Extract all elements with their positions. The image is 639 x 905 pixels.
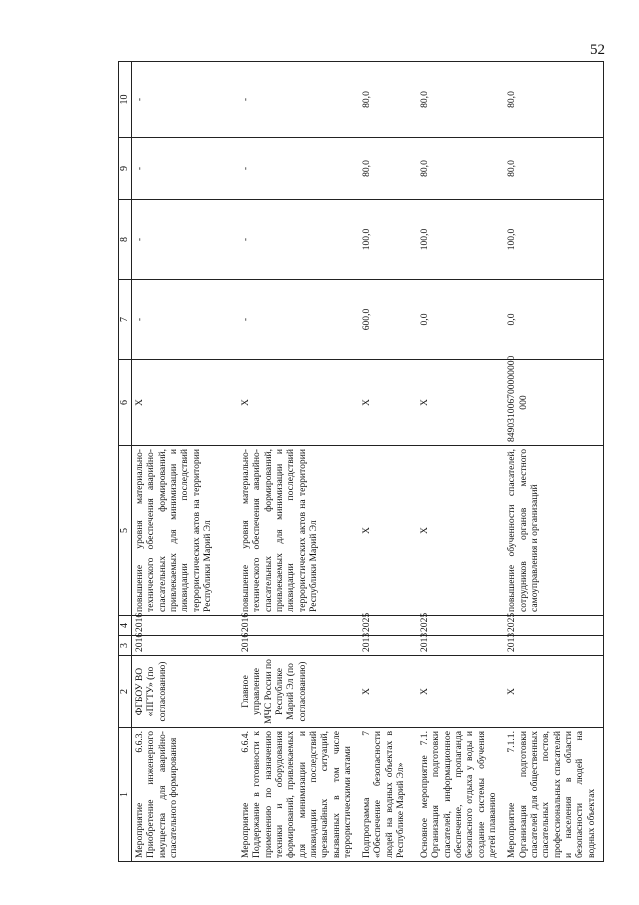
measure-name: Мероприятие 6.6.4. Поддержание в готовности к применению по назначению техники и оборудования формирований, привлекаемых для минимизации и ликвидации последствий чрезвычайных ситуаций, вызванных в том числе террористическими актами [238,728,359,862]
value-col-8: 100,0 [359,200,417,280]
program-table [118,61,604,862]
responsible-executor: Главное управление МЧС России по Республике Марий Эл (по согласованию) [238,656,359,728]
expected-result: X [417,446,504,616]
header-col-5: 5 [119,446,132,616]
value-col-7: 600,0 [359,280,417,360]
start-year: 2013 [417,636,504,656]
end-year: 2016 [238,616,359,636]
header-col-10: 10 [119,62,132,138]
start-year: 2013 [504,636,603,656]
responsible-executor: X [359,656,417,728]
value-col-7: 0,0 [504,280,603,360]
expected-result: повышение уровня материально-технического обеспечения аварийно-спасательных формирований, привлекаемых для минимизации и ликвидации последствий террористических актов на территории Республики Марий Эл [132,446,239,616]
header-col-1: 1 [119,728,132,862]
value-col-7: - [132,280,239,360]
budget-code: 849031006700000000 000 [504,360,603,446]
end-year: 2016 [132,616,239,636]
expected-result: X [359,446,417,616]
header-col-9: 9 [119,138,132,200]
table-row [359,62,417,862]
value-col-8: 100,0 [504,200,603,280]
budget-code: X [238,360,359,446]
page-number: 52 [590,42,605,58]
start-year: 2016 [132,636,239,656]
budget-code: X [132,360,239,446]
value-col-9: - [238,138,359,200]
expected-result: повышение обученности спасателей, сотрудников органов местного самоуправления и организаций [504,446,603,616]
value-col-9: 80,0 [504,138,603,200]
header-col-3: 3 [119,636,132,656]
value-col-10: 80,0 [417,62,504,138]
header-col-8: 8 [119,200,132,280]
value-col-10: - [238,62,359,138]
value-col-9: - [132,138,239,200]
header-col-7: 7 [119,280,132,360]
value-col-8: - [132,200,239,280]
rotated-table-container [118,62,597,862]
header-col-2: 2 [119,656,132,728]
table-row [417,62,504,862]
value-col-10: - [132,62,239,138]
end-year: 2025 [504,616,603,636]
value-col-7: 0,0 [417,280,504,360]
header-col-6: 6 [119,360,132,446]
responsible-executor: X [417,656,504,728]
responsible-executor: X [504,656,603,728]
responsible-executor: ФГБОУ ВО «ПГТУ» (по согласованию) [132,656,239,728]
header-col-4: 4 [119,616,132,636]
start-year: 2013 [359,636,417,656]
header-row [119,62,132,862]
value-col-10: 80,0 [359,62,417,138]
end-year: 2025 [359,616,417,636]
value-col-9: 80,0 [359,138,417,200]
measure-name: Мероприятие 7.1.1. Организация подготовки спасателей для общественных спасательных постов, профессиональных спасателей и населения в области безопасности людей на водных объектах [504,728,603,862]
table-row [504,62,603,862]
table-row [132,62,239,862]
value-col-10: 80,0 [504,62,603,138]
end-year: 2025 [417,616,504,636]
value-col-7: - [238,280,359,360]
value-col-9: 80,0 [417,138,504,200]
budget-code: X [359,360,417,446]
value-col-8: - [238,200,359,280]
expected-result: повышение уровня материально-технического обеспечения аварийно-спасательных формирований, привлекаемых для минимизации и ликвидации последствий террористических актов на территории Республики Марий Эл [238,446,359,616]
table-row [238,62,359,862]
measure-name: Подпрограмма 7 «Обеспечение безопасности людей на водных объектах в Республике Марий Эл» [359,728,417,862]
measure-name: Мероприятие 6.6.3. Приобретение инженерного имущества для аварийно-спасательного формирования [132,728,239,862]
value-col-8: 100,0 [417,200,504,280]
measure-name: Основное мероприятие 7.1. Организация подготовки спасателей, информационное обеспечение, пропаганда безопасного отдыха у воды и создание системы обучения детей плаванию [417,728,504,862]
budget-code: X [417,360,504,446]
start-year: 2016 [238,636,359,656]
